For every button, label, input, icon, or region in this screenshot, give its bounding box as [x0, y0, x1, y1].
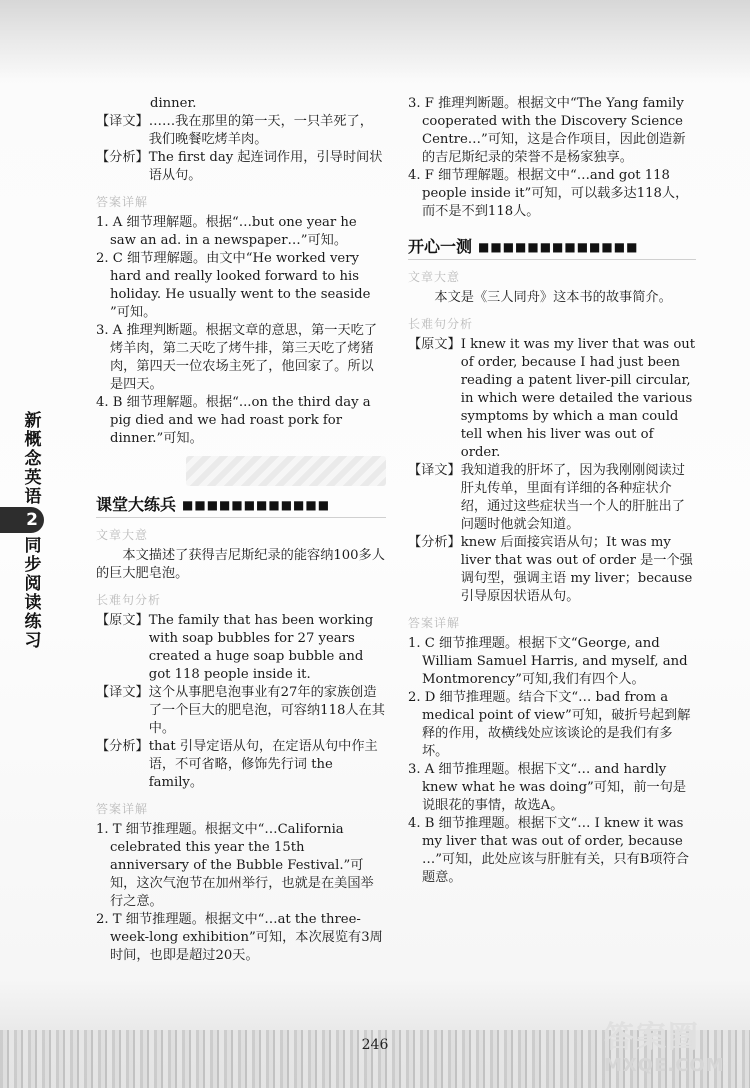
summary-text: 本文描述了获得吉尼斯纪录的能容纳100多人的巨大肥皂泡。	[96, 548, 385, 581]
section-title-text: 课堂大练兵	[96, 495, 177, 514]
original-text: The family that has been working with soap bubbles for 27 years created a huge soap bubble and got 118 people inside it.	[148, 613, 374, 682]
answer-item: 1. T 细节推理题。根据文中“…California celebrated this year the 15th anniversary of the Bubble Festival.”可知，这次气泡节在加州举行，也就是在美国举行之意。	[96, 822, 374, 909]
continued-translation	[96, 113, 386, 149]
analysis-tag: 【分析】	[408, 535, 461, 550]
translation-block	[408, 462, 696, 534]
original-tag: 【原文】	[408, 337, 461, 352]
answer-item: 2. T 细节推理题。根据文中“…at the three-week-long exhibition”可知，本次展览有3周时间，也即是超过20天。	[96, 912, 383, 963]
title-squares-decoration: ■■■■■■■■■■■■■	[478, 240, 639, 254]
analysis-block	[96, 738, 386, 792]
original-block	[96, 612, 386, 684]
original-tag: 【原文】	[96, 613, 149, 628]
answers-heading: 答案详解	[96, 802, 149, 816]
top-scan-shadow	[0, 0, 750, 80]
translation-text: 这个从事肥皂泡事业有27年的家族创造了一个巨大的肥皂泡，可容纳118人在其中。	[148, 685, 385, 736]
answers-heading: 答案详解	[408, 616, 461, 630]
answers-heading: 答案详解	[96, 195, 149, 209]
original-block	[408, 336, 696, 462]
watermark-cn: 答案圈	[604, 1020, 700, 1055]
section-title-quiz	[408, 238, 696, 260]
translation-tag: 【译文】	[96, 685, 149, 700]
spine-title: 新概念英语	[24, 411, 42, 507]
translation-tag: 【译文】	[408, 463, 461, 478]
answer-item: 1. C 细节推理题。根据下文“George, and William Samuel Harris, and myself, and Montmorency”可知,我们有四个人。	[408, 636, 688, 687]
long-sentence-heading: 长难句分析	[96, 593, 162, 607]
analysis-text: that 引导定语从句，在定语从句中作主语，不可省略，修饰先行词 the family。	[148, 739, 378, 790]
right-column	[408, 95, 696, 887]
analysis-tag: 【分析】	[96, 150, 149, 165]
left-column	[96, 95, 386, 965]
summary-text: 本文是《三人同舟》这本书的故事简介。	[434, 290, 672, 305]
volume-badge: 2	[0, 507, 44, 533]
page-number: 246	[361, 1037, 389, 1053]
decorative-banner	[186, 456, 386, 486]
summary-heading: 文章大意	[96, 528, 149, 542]
answer-item: 3. A 推理判断题。根据文章的意思，第一天吃了烤羊肉，第二天吃了烤牛排，第三天吃了烤猪肉，第四天一位农场主死了，他回家了。所以是四天。	[96, 323, 378, 392]
original-text: I knew it was my liver that was out of order, because I had just been reading a patent liver-pill circular, in which were detailed the various symptoms by which a man could tell when his liver was out of order.	[460, 337, 696, 460]
watermark-logo	[604, 1020, 744, 1080]
answer-item: 3. F 推理判断题。根据文中“The Yang family cooperated with the Discovery Science Centre…”可知，这是合作项目，因此创造新的吉尼斯纪录的荣誉不是杨家独享。	[408, 96, 686, 165]
analysis-block	[408, 534, 696, 606]
translation-tag: 【译文】	[96, 114, 149, 129]
watermark-en: MXQE.COM	[604, 1055, 725, 1076]
section-title-practice	[96, 496, 386, 518]
answer-item: 2. C 细节理解题。由文中“He worked very hard and really looked forward to his holiday. He usually went to the seaside ”可知。	[96, 251, 371, 320]
long-sentence-heading: 长难句分析	[408, 317, 474, 331]
answer-item: 4. B 细节推理题。根据下文“… I knew it was my liver that was out of order, because …”可知，此处应该与肝脏有关，只有B项符合题意。	[408, 816, 689, 885]
spine-label	[0, 412, 46, 652]
summary-heading: 文章大意	[408, 270, 461, 284]
spine-subtitle: 同步阅读练习	[24, 536, 42, 651]
analysis-tag: 【分析】	[96, 739, 149, 754]
answer-item: 4. F 细节理解题。根据文中“…and got 118 people inside it”可知，可以载多达118人，而不是不到118人。	[408, 168, 689, 219]
section-title-text: 开心一测	[408, 237, 473, 256]
translation-text: 我知道我的肝坏了，因为我刚刚阅读过肝丸传单，里面有详细的各种症状介绍，通过这些症状当一个人的肝脏出了问题时他就会知道。	[460, 463, 685, 532]
title-squares-decoration: ■■■■■■■■■■■■	[182, 498, 331, 512]
answer-item: 3. A 细节推理题。根据下文“… and hardly knew what he was doing”可知，前一句是说眼花的事情，故选A。	[408, 762, 687, 813]
answer-item: 4. B 细节理解题。根据“...on the third day a pig died and we had roast pork for dinner.”可知。	[96, 395, 371, 446]
translation-text: ……我在那里的第一天，一只羊死了，我们晚餐吃烤羊肉。	[148, 114, 373, 147]
answer-item: 1. A 细节理解题。根据“…but one year he saw an ad. in a newspaper…”可知。	[96, 215, 357, 248]
continued-analysis	[96, 149, 386, 185]
translation-block	[96, 684, 386, 738]
continued-line: dinner.	[150, 96, 197, 111]
answer-item: 2. D 细节推理题。结合下文“… bad from a medical point of view”可知，破折号起到解释的作用，故横线处应该谈论的是我们有多坏。	[408, 690, 691, 759]
analysis-text: The first day 起连词作用，引导时间状语从句。	[148, 150, 383, 183]
analysis-text: knew 后面接宾语从句；It was my liver that was out of order 是一个强调句型，强调主语 my liver；because引导原因状语从句。	[460, 535, 693, 604]
